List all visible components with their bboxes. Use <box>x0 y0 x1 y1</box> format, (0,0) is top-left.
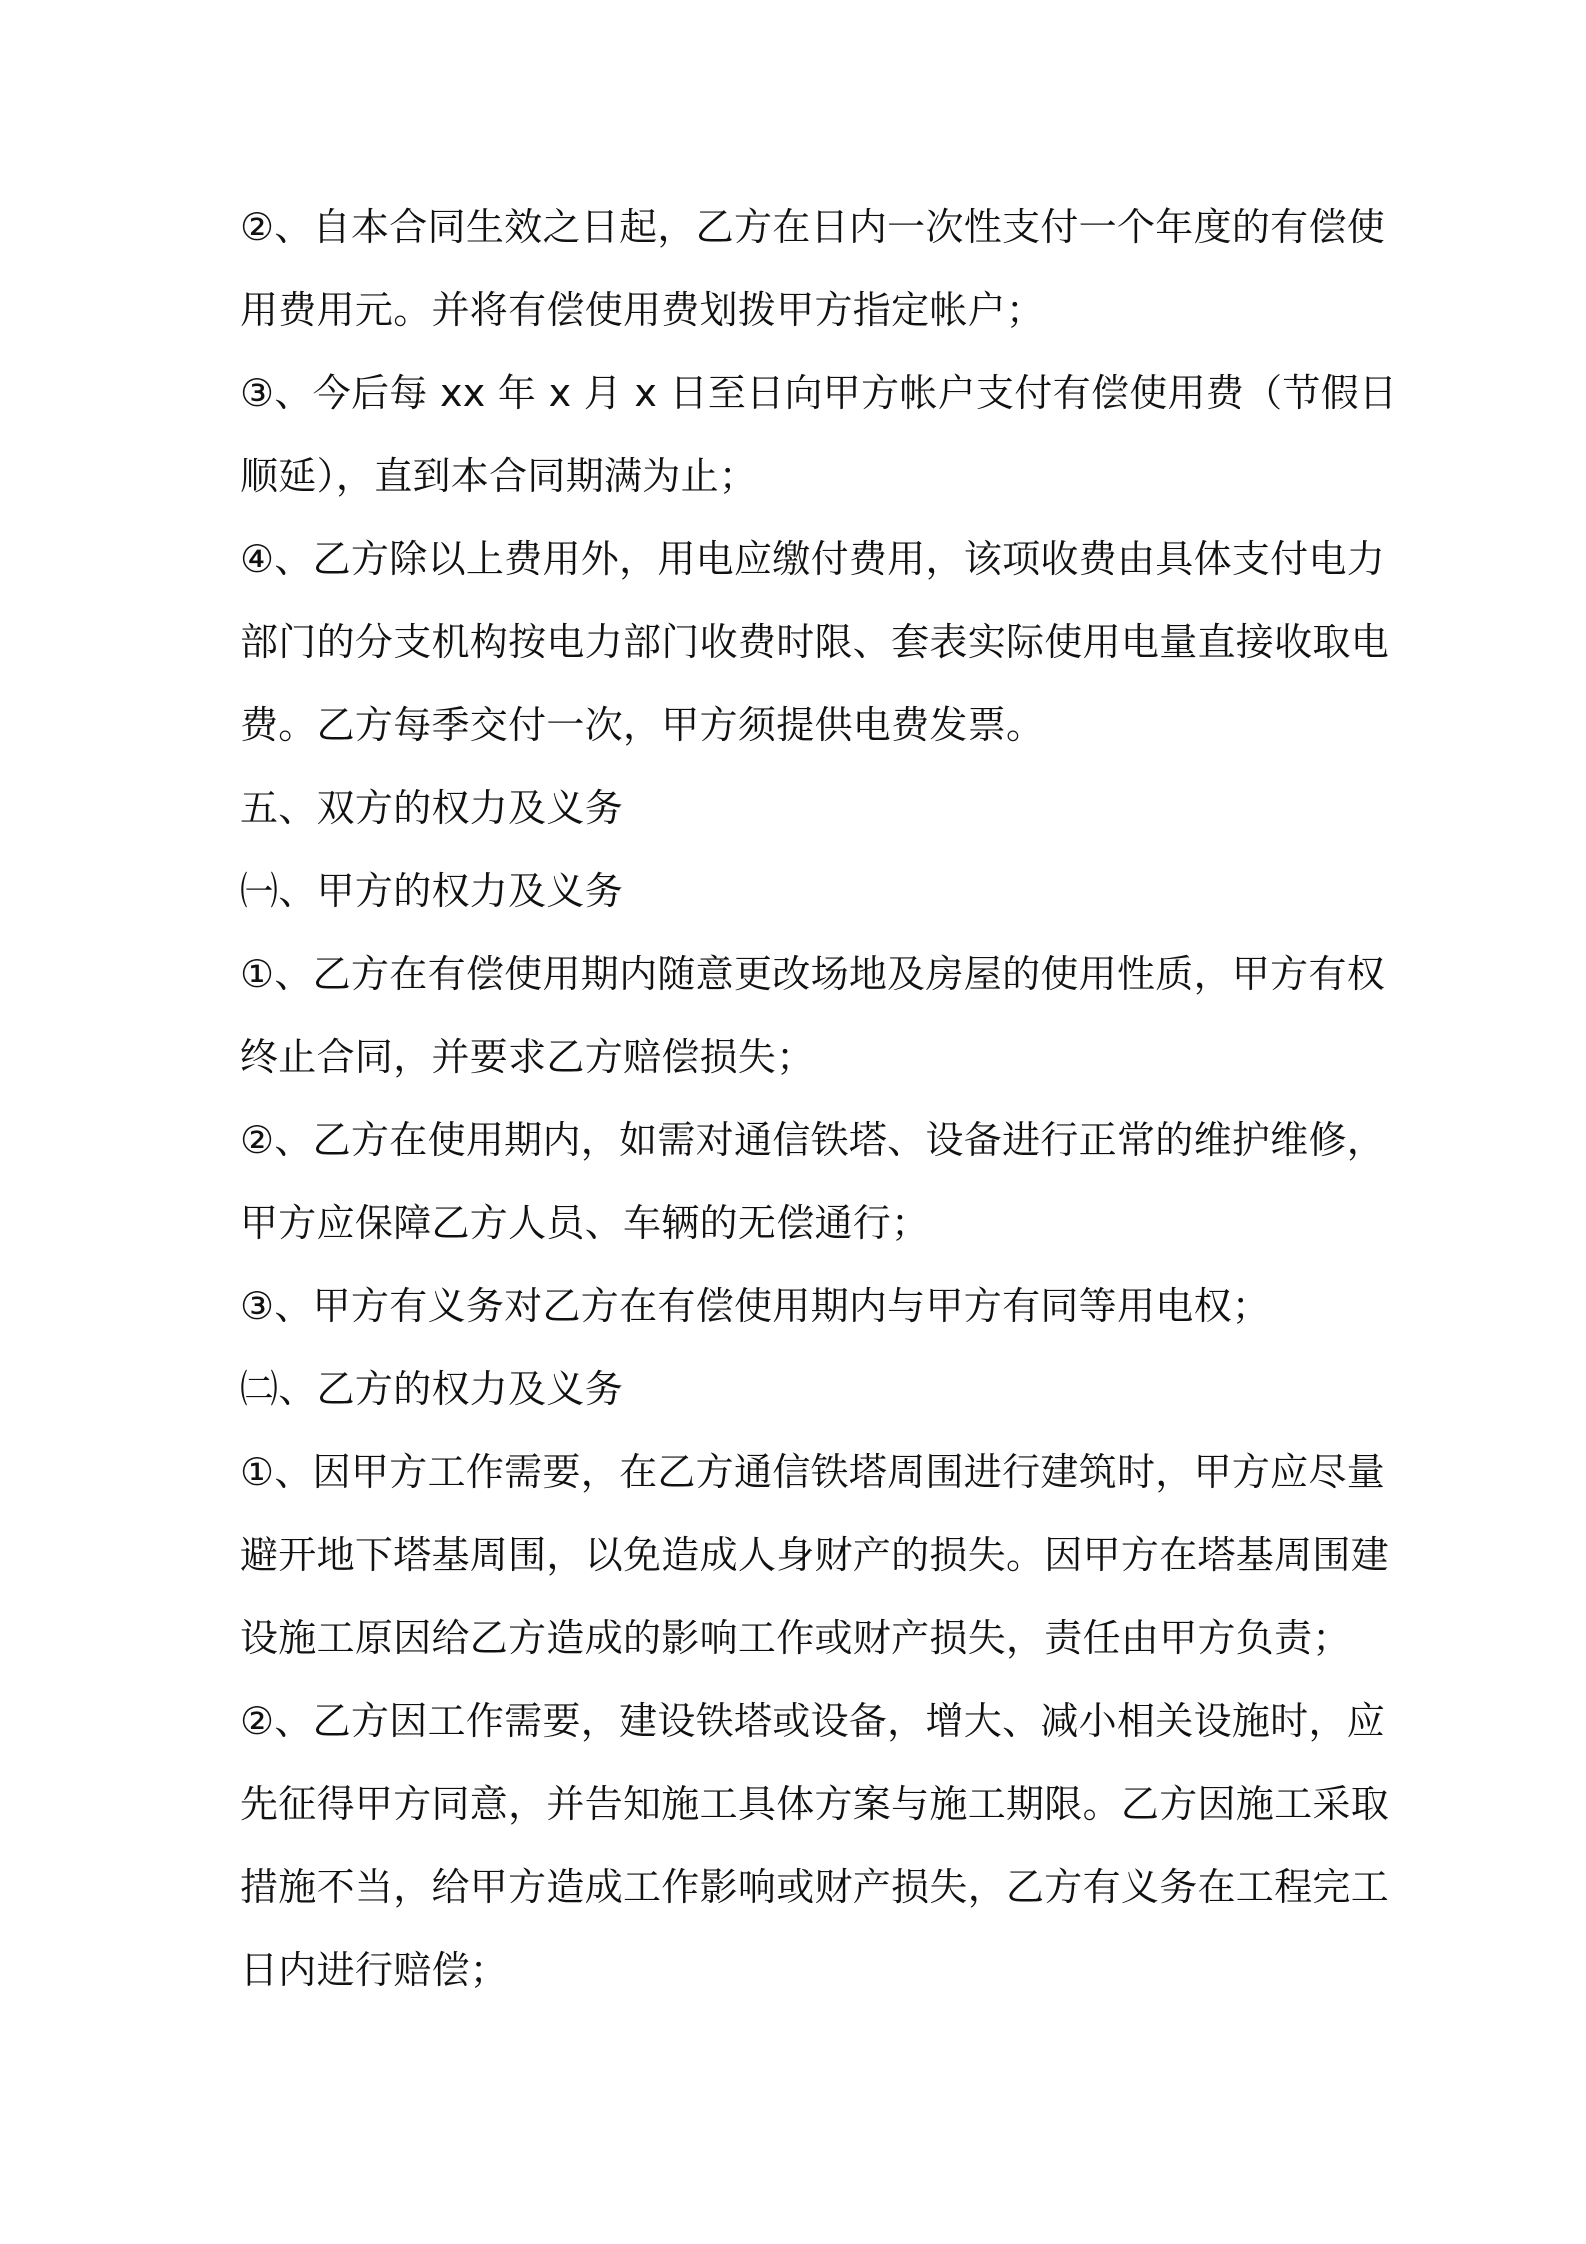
text-line: 措施不当，给甲方造成工作影响或财产损失，乙方有义务在工程完工 <box>240 1865 1390 1909</box>
text-line: ③、今后每 xx 年 x 月 x 日至日向甲方帐户支付有偿使用费（节假日 <box>240 371 1398 415</box>
text-line: 日内进行赔偿； <box>240 1948 509 1992</box>
text-line: ②、乙方在使用期内，如需对通信铁塔、设备进行正常的维护维修， <box>240 1118 1386 1162</box>
text-line: 避开地下塔基周围，以免造成人身财产的损失。因甲方在塔基周围建 <box>240 1533 1390 1577</box>
text-line: 用费用元。并将有偿使用费划拨甲方指定帐户； <box>240 288 1045 332</box>
text-line: ④、乙方除以上费用外，用电应缴付费用，该项收费由具体支付电力 <box>240 537 1386 581</box>
text-line: 先征得甲方同意，并告知施工具体方案与施工期限。乙方因施工采取 <box>240 1782 1390 1826</box>
text-line: 费。乙方每季交付一次，甲方须提供电费发票。 <box>240 703 1045 747</box>
text-line: 顺延），直到本合同期满为止； <box>240 454 758 498</box>
text-line: ③、甲方有义务对乙方在有偿使用期内与甲方有同等用电权； <box>240 1284 1271 1328</box>
document-body <box>240 197 1398 2023</box>
text-line: ②、自本合同生效之日起，乙方在日内一次性支付一个年度的有偿使 <box>240 205 1386 249</box>
section-heading: 五、双方的权力及义务 <box>240 786 624 830</box>
text-line: ②、乙方因工作需要，建设铁塔或设备，增大、减小相关设施时，应 <box>240 1699 1386 1743</box>
text-line: 终止合同，并要求乙方赔偿损失； <box>240 1035 815 1079</box>
text-line: 部门的分支机构按电力部门收费时限、套表实际使用电量直接收取电 <box>240 620 1390 664</box>
subsection-heading: ㈠、甲方的权力及义务 <box>240 869 624 913</box>
text-line: 甲方应保障乙方人员、车辆的无偿通行； <box>240 1201 930 1245</box>
text-line: 设施工原因给乙方造成的影响工作或财产损失，责任由甲方负责； <box>240 1616 1351 1660</box>
subsection-heading: ㈡、乙方的权力及义务 <box>240 1367 624 1411</box>
text-line: ①、乙方在有偿使用期内随意更改场地及房屋的使用性质，甲方有权 <box>240 952 1386 996</box>
text-line: ①、因甲方工作需要，在乙方通信铁塔周围进行建筑时，甲方应尽量 <box>240 1450 1386 1494</box>
